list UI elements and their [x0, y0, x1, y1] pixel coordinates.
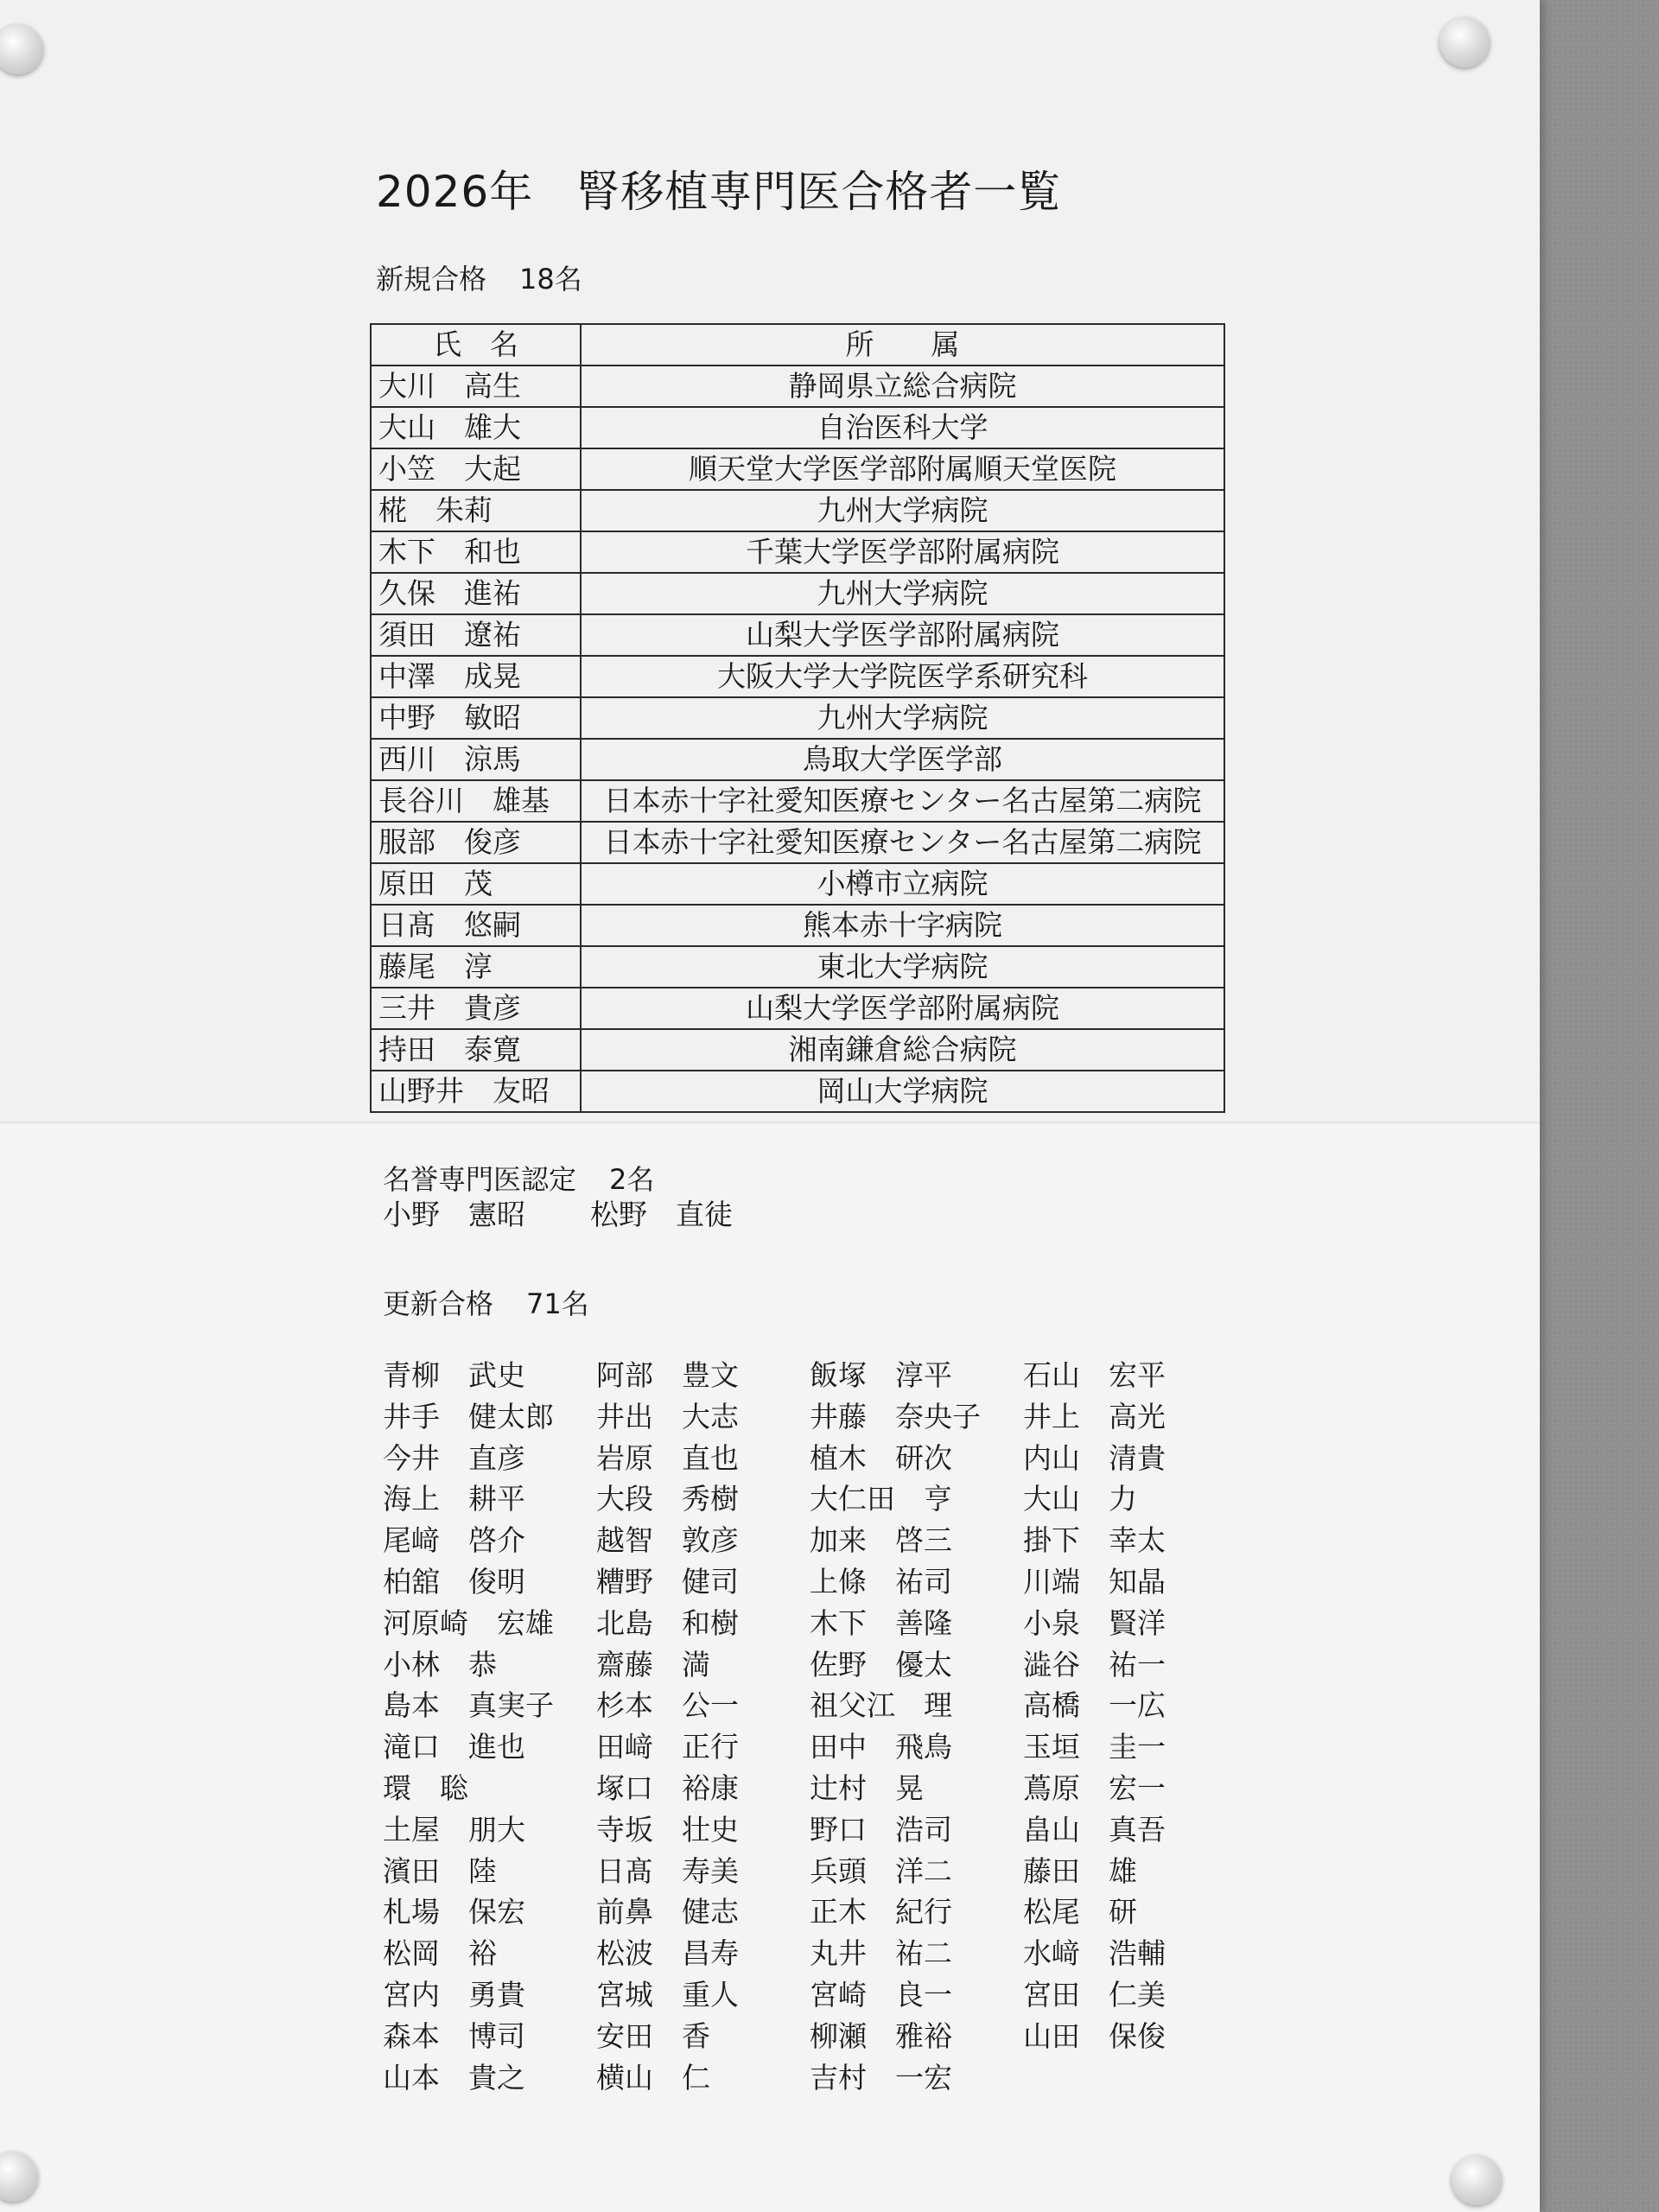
- renew-name: 青柳 武史: [383, 1358, 525, 1392]
- table-header-row: [371, 324, 1224, 365]
- passer-name: 三井 貴彦: [371, 988, 581, 1029]
- renew-name: 寺坂 壮史: [596, 1812, 739, 1847]
- renew-name: 宮城 重人: [596, 1977, 739, 2012]
- table-row: [371, 448, 1224, 490]
- renew-name: 佐野 優太: [810, 1647, 952, 1681]
- passer-name: 藤尾 淳: [371, 946, 581, 988]
- renew-name: 前鼻 健志: [596, 1895, 739, 1929]
- passer-affiliation: 鳥取大学医学部: [581, 739, 1224, 780]
- table-body: [371, 365, 1224, 1112]
- renew-name: 杉本 公一: [596, 1688, 739, 1723]
- passer-name: 日髙 悠嗣: [371, 905, 581, 946]
- passer-affiliation: 千葉大学医学部附属病院: [581, 531, 1224, 573]
- renew-name: 小林 恭: [383, 1647, 497, 1681]
- header-name: 氏 名: [371, 324, 581, 365]
- passer-name: 須田 遼祐: [371, 614, 581, 656]
- table-row: [371, 697, 1224, 739]
- renew-name: 田中 飛鳥: [810, 1730, 952, 1764]
- renew-name: 松尾 研: [1023, 1895, 1137, 1929]
- renew-name: 松岡 裕: [383, 1936, 497, 1971]
- renew-name: 祖父江 理: [810, 1688, 952, 1723]
- passer-affiliation: 九州大学病院: [581, 573, 1224, 614]
- passer-affiliation: 大阪大学大学院医学系研究科: [581, 656, 1224, 697]
- renew-name: 柏舘 俊明: [383, 1564, 525, 1599]
- passer-affiliation: 小樽市立病院: [581, 863, 1224, 905]
- renew-name: 安田 香: [596, 2018, 710, 2053]
- new-passers-table: [370, 323, 1225, 1113]
- renew-name: 上條 祐司: [810, 1564, 952, 1599]
- renew-name: 木下 善隆: [810, 1605, 952, 1640]
- table-row: [371, 531, 1224, 573]
- passer-affiliation: 日本赤十字社愛知医療センター名古屋第二病院: [581, 822, 1224, 863]
- document-title: [376, 157, 1061, 219]
- honor-section-count: 2名: [609, 1163, 655, 1196]
- passer-affiliation: 九州大学病院: [581, 697, 1224, 739]
- renew-name: 齋藤 満: [596, 1647, 710, 1681]
- renew-name: 高橋 一広: [1023, 1688, 1166, 1723]
- passer-name: 服部 俊彦: [371, 822, 581, 863]
- passer-affiliation: 熊本赤十字病院: [581, 905, 1224, 946]
- honor-name: 松野 直徒: [590, 1198, 733, 1231]
- renew-name: 濱田 陸: [383, 1853, 497, 1888]
- renew-name: 宮崎 良一: [810, 1977, 952, 2012]
- passer-affiliation: 山梨大学医学部附属病院: [581, 614, 1224, 656]
- passer-affiliation: 湘南鎌倉総合病院: [581, 1029, 1224, 1071]
- renew-name: 田﨑 正行: [596, 1730, 739, 1764]
- honor-names: [383, 1192, 798, 1233]
- renew-name: 丸井 祐二: [810, 1936, 952, 1971]
- passer-name: 久保 進祐: [371, 573, 581, 614]
- renew-name: 環 聡: [383, 1770, 468, 1805]
- renew-section-label: 更新合格: [383, 1287, 494, 1320]
- renew-name: 小泉 賢洋: [1023, 1605, 1166, 1640]
- title-year: 2026年: [376, 167, 534, 217]
- paper-fold: [0, 1122, 1540, 1125]
- table-row: [371, 407, 1224, 448]
- renew-name: 吉村 一宏: [810, 2060, 952, 2094]
- renew-name: 横山 仁: [596, 2060, 710, 2094]
- renew-name: 海上 耕平: [383, 1482, 525, 1516]
- renew-name: 北島 和樹: [596, 1605, 739, 1640]
- renew-name: 澁谷 祐一: [1023, 1647, 1166, 1681]
- renew-name: 植木 研次: [810, 1440, 952, 1475]
- new-section-count: 18名: [519, 263, 582, 296]
- renew-name: 野口 浩司: [810, 1812, 952, 1847]
- passer-name: 中野 敏昭: [371, 697, 581, 739]
- table-row: [371, 988, 1224, 1029]
- new-section-heading: [376, 257, 582, 297]
- passer-name: 中澤 成晃: [371, 656, 581, 697]
- renew-section-count: 71名: [526, 1287, 589, 1320]
- renew-name: 井上 高光: [1023, 1399, 1166, 1433]
- renew-name: 尾﨑 啓介: [383, 1523, 525, 1558]
- passer-name: 西川 涼馬: [371, 739, 581, 780]
- table-row: [371, 1029, 1224, 1071]
- passer-affiliation: 静岡県立総合病院: [581, 365, 1224, 407]
- renew-name: 井藤 奈央子: [810, 1399, 981, 1433]
- renew-name: 岩原 直也: [596, 1440, 739, 1475]
- renew-name: 畠山 真吾: [1023, 1812, 1166, 1847]
- renew-name: 蔦原 宏一: [1023, 1770, 1166, 1805]
- renew-name: 大段 秀樹: [596, 1482, 739, 1516]
- renew-name: 辻村 晃: [810, 1770, 924, 1805]
- passer-name: 大山 雄大: [371, 407, 581, 448]
- renew-name: 越智 敦彦: [596, 1523, 739, 1558]
- renew-name: 宮田 仁美: [1023, 1977, 1166, 2012]
- table-row: [371, 656, 1224, 697]
- renew-name: 松波 昌寿: [596, 1936, 739, 1971]
- renew-name: 大山 力: [1023, 1482, 1137, 1516]
- table-row: [371, 780, 1224, 822]
- renew-name: 柳瀬 雅裕: [810, 2018, 952, 2053]
- renew-name: 山田 保俊: [1023, 2018, 1166, 2053]
- passer-name: 持田 泰寛: [371, 1029, 581, 1071]
- passer-name: 山野井 友昭: [371, 1071, 581, 1112]
- renew-name: 玉垣 圭一: [1023, 1730, 1166, 1764]
- passer-affiliation: 東北大学病院: [581, 946, 1224, 988]
- table-row: [371, 863, 1224, 905]
- honor-name: 小野 憲昭: [383, 1198, 525, 1231]
- renew-name: 井手 健太郎: [383, 1399, 554, 1433]
- renew-name: 山本 貴之: [383, 2060, 525, 2094]
- passer-name: 木下 和也: [371, 531, 581, 573]
- title-text: 腎移植専門医合格者一覧: [576, 167, 1062, 217]
- renew-name: 河原崎 宏雄: [383, 1605, 554, 1640]
- table-row: [371, 573, 1224, 614]
- renew-name: 阿部 豊文: [596, 1358, 739, 1392]
- table-row: [371, 614, 1224, 656]
- passer-name: 椛 朱莉: [371, 490, 581, 531]
- passer-name: 長谷川 雄基: [371, 780, 581, 822]
- renew-name: 飯塚 淳平: [810, 1358, 952, 1392]
- renew-name: 石山 宏平: [1023, 1358, 1166, 1392]
- renew-name: 藤田 雄: [1023, 1853, 1137, 1888]
- passer-name: 小笠 大起: [371, 448, 581, 490]
- table-row: [371, 739, 1224, 780]
- renew-name: 兵頭 洋二: [810, 1853, 952, 1888]
- renew-name: 内山 清貴: [1023, 1440, 1166, 1475]
- renew-name: 水﨑 浩輔: [1023, 1936, 1166, 1971]
- passer-name: 大川 高生: [371, 365, 581, 407]
- new-section-label: 新規合格: [376, 263, 487, 296]
- table-row: [371, 946, 1224, 988]
- renew-name: 糟野 健司: [596, 1564, 739, 1599]
- renew-name: 島本 真実子: [383, 1688, 554, 1723]
- renew-name: 掛下 幸太: [1023, 1523, 1166, 1558]
- renew-name: 日髙 寿美: [596, 1853, 739, 1888]
- passer-affiliation: 山梨大学医学部附属病院: [581, 988, 1224, 1029]
- renew-names-grid: [383, 1355, 1247, 2098]
- table-row: [371, 822, 1224, 863]
- renew-name: 土屋 朋大: [383, 1812, 525, 1847]
- renew-name: 宮内 勇貴: [383, 1977, 525, 2012]
- passer-affiliation: 日本赤十字社愛知医療センター名古屋第二病院: [581, 780, 1224, 822]
- passer-affiliation: 九州大学病院: [581, 490, 1224, 531]
- passer-name: 原田 茂: [371, 863, 581, 905]
- table-row: [371, 490, 1224, 531]
- renew-section-heading: [383, 1282, 589, 1322]
- renew-name: 川端 知晶: [1023, 1564, 1166, 1599]
- table-row: [371, 1071, 1224, 1112]
- renew-name: 滝口 進也: [383, 1730, 525, 1764]
- renew-name: 大仁田 亨: [810, 1482, 952, 1516]
- renew-name: 正木 紀行: [810, 1895, 952, 1929]
- renew-name: 森本 博司: [383, 2018, 525, 2053]
- passer-affiliation: 順天堂大学医学部附属順天堂医院: [581, 448, 1224, 490]
- pushpin-icon: [1440, 17, 1490, 67]
- table-row: [371, 905, 1224, 946]
- renew-name: 塚口 裕康: [596, 1770, 739, 1805]
- pushpin-icon: [1452, 2155, 1502, 2205]
- header-affiliation: 所 属: [581, 324, 1224, 365]
- passer-affiliation: 岡山大学病院: [581, 1071, 1224, 1112]
- renew-name: 加来 啓三: [810, 1523, 952, 1558]
- renew-name: 井出 大志: [596, 1399, 739, 1433]
- table-row: [371, 365, 1224, 407]
- passer-affiliation: 自治医科大学: [581, 407, 1224, 448]
- renew-name: 今井 直彦: [383, 1440, 525, 1475]
- renew-name: 札場 保宏: [383, 1895, 525, 1929]
- honor-section-label: 名誉専門医認定: [383, 1163, 577, 1196]
